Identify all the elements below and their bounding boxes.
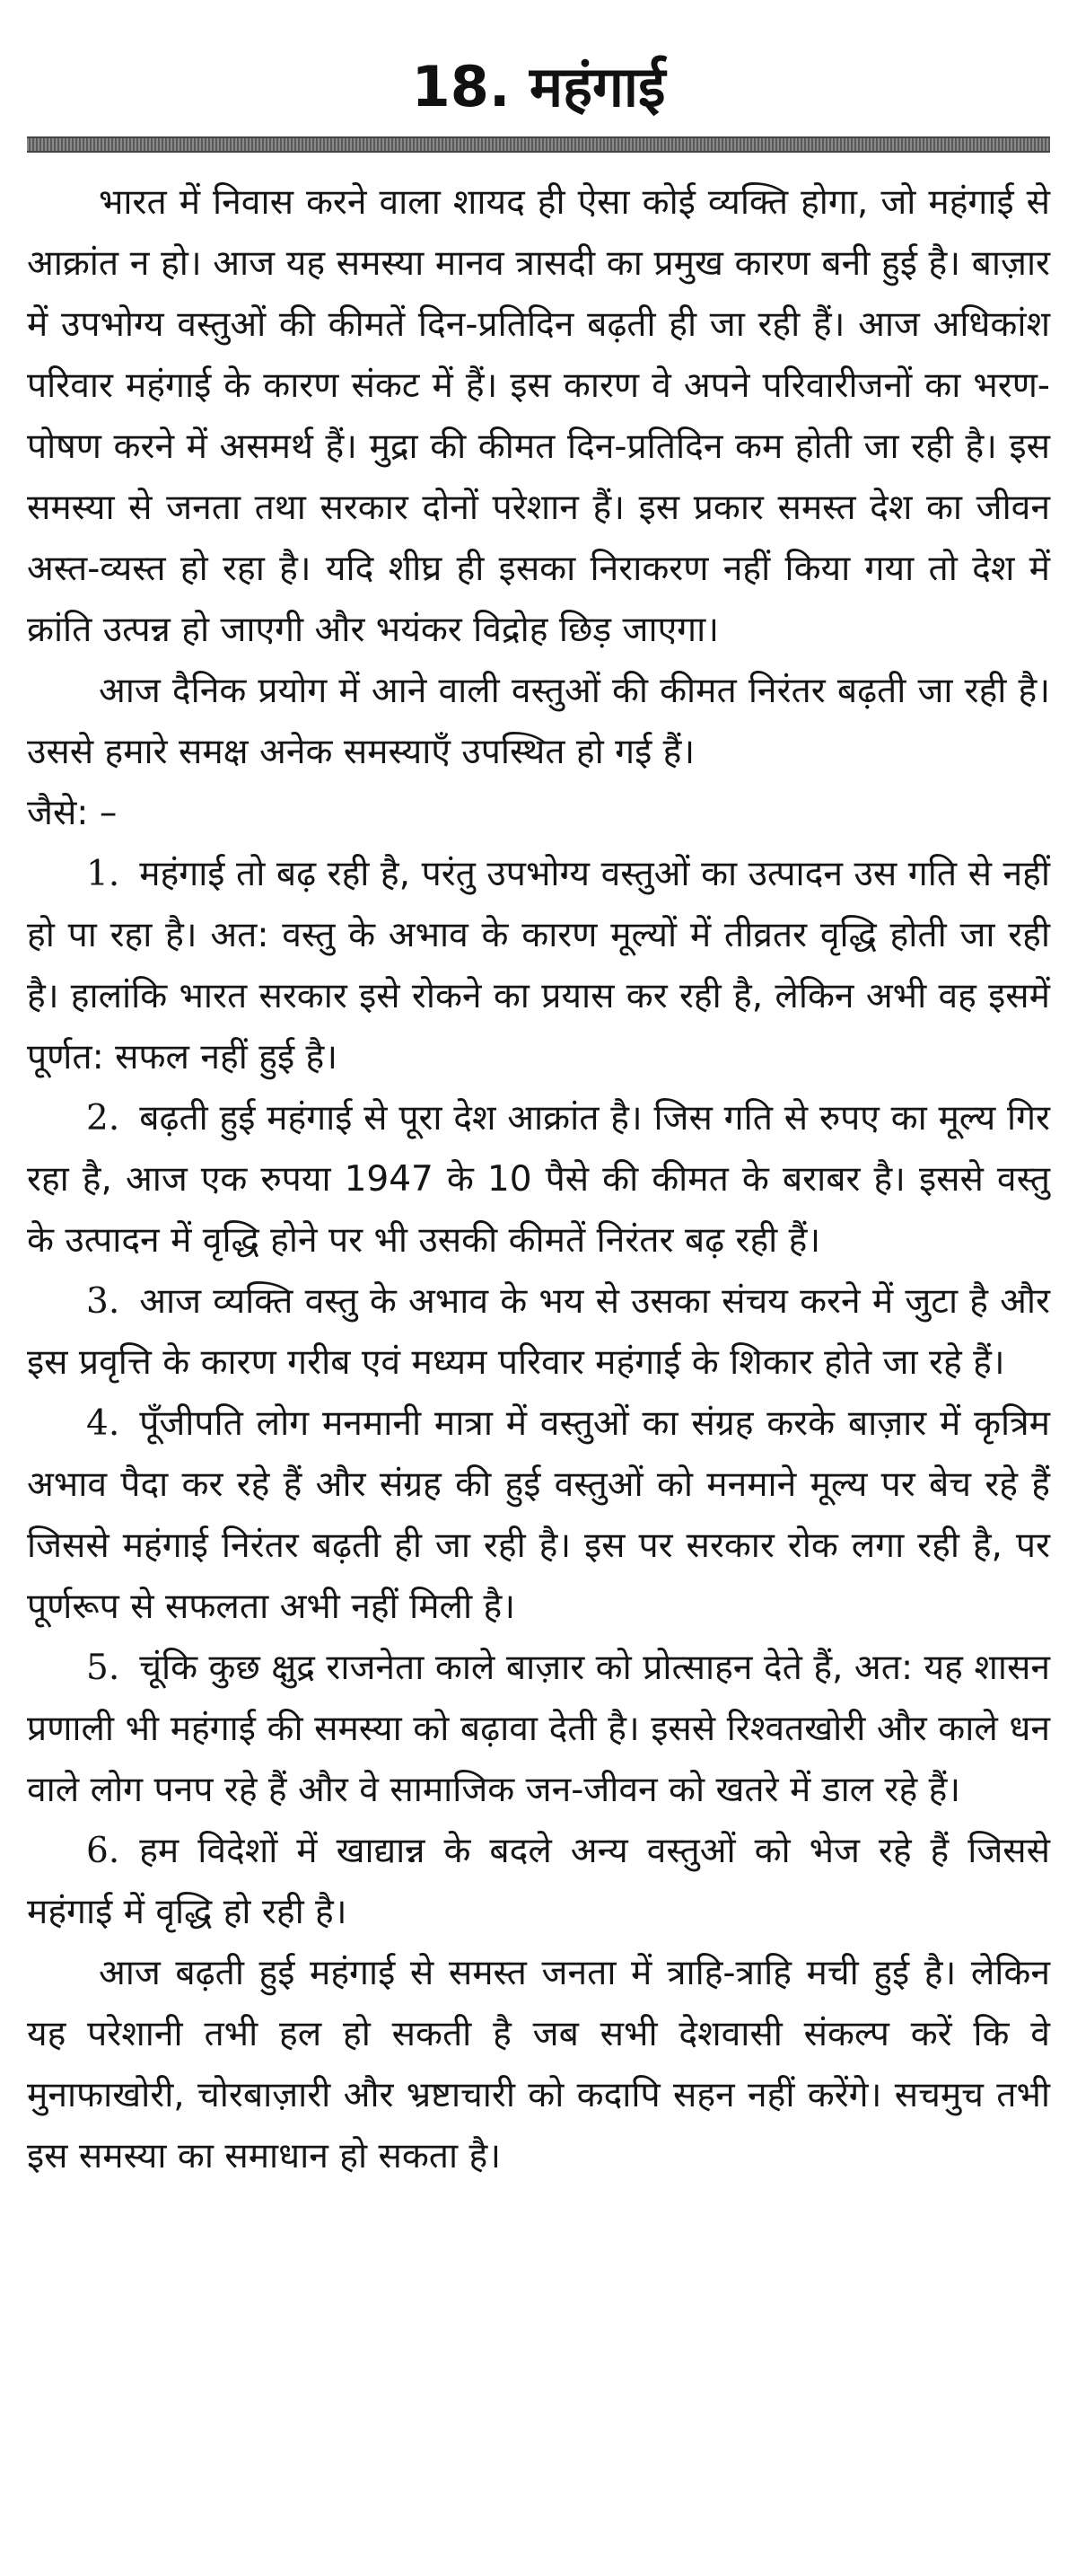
list-item: [27, 1394, 1050, 1638]
essay-body: [27, 172, 1050, 2187]
list-item-text: महंगाई तो बढ़ रही है, परंतु उपभोग्य वस्तुओं का उत्पादन उस गति से नहीं हो पा रहा है। अत: वस्तु के अभाव के कारण मूल्यों में तीव्रतर वृद्धि होती जा रही है। हालांकि भारत सरकार इसे रोकने का प्रयास कर रही है, लेकिन अभी वह इसमें पूर्णत: सफल नहीं हुई है।: [27, 854, 1050, 1077]
list-item-text: हम विदेशों में खाद्यान्न के बदले अन्य वस्तुओं को भेज रहे हैं जिससे महंगाई में वृद्धि हो रही है।: [27, 1831, 1050, 1932]
list-item-number: 5.: [86, 1648, 120, 1688]
intro-paragraph: भारत में निवास करने वाला शायद ही ऐसा कोई व्यक्ति होगा, जो महंगाई से आक्रांत न हो। आज यह समस्या मानव त्रासदी का प्रमुख कारण बनी हुई है। बाज़ार में उपभोग्य वस्तुओं की कीमतें दिन-प्रतिदिन बढ़ती ही जा रही हैं। आज अधिकांश परिवार महंगाई के कारण संकट में हैं। इस कारण वे अपने परिवारीजनों का भरण-पोषण करने में असमर्थ हैं। मुद्रा की कीमत दिन-प्रतिदिन कम होती जा रही है। इस समस्या से जनता तथा सरकार दोनों परेशान हैं। इस प्रकार समस्त देश का जीवन अस्त-व्यस्त हो रहा है। यदि शीघ्र ही इसका निराकरण नहीं किया गया तो देश में क्रांति उत्पन्न हो जाएगी और भयंकर विद्रोह छिड़ जाएगा।: [27, 182, 1050, 650]
examples-lead: जैसे: –: [27, 793, 118, 833]
list-item-text: आज व्यक्ति वस्तु के अभाव के भय से उसका संचय करने में जुटा है और इस प्रवृत्ति के कारण गरीब एवं मध्यम परिवार महंगाई के शिकार होते जा रहे हैं।: [27, 1281, 1050, 1383]
list-item-number: 2.: [86, 1098, 120, 1139]
page-title: 18. महंगाई: [411, 54, 666, 119]
list-item: [27, 1271, 1050, 1394]
list-item-number: 3.: [86, 1281, 120, 1322]
list-item: [27, 1821, 1050, 1943]
list-item: [27, 1638, 1050, 1821]
list-item-number: 6.: [86, 1831, 120, 1871]
list-item-text: चूंकि कुछ क्षुद्र राजनेता काले बाज़ार को प्रोत्साहन देते हैं, अत: यह शासन प्रणाली भी महंगाई की समस्या को बढ़ावा देती है। इससे रिश्वतखोरी और काले धन वाले लोग पनप रहे हैं और वे सामाजिक जन-जीवन को खतरे में डाल रहे हैं।: [27, 1648, 1050, 1810]
list-item: [27, 1088, 1050, 1271]
list-item-text: बढ़ती हुई महंगाई से पूरा देश आक्रांत है। जिस गति से रुपए का मूल्य गिर रहा है, आज एक रुपया 1947 के 10 पैसे की कीमत के बराबर है। इससे वस्तु के उत्पादन में वृद्धि होने पर भी उसकी कीमतें निरंतर बढ़ रही हैं।: [27, 1098, 1050, 1261]
list-item: [27, 844, 1050, 1088]
second-paragraph: आज दैनिक प्रयोग में आने वाली वस्तुओं की कीमत निरंतर बढ़ती जा रही है। उससे हमारे समक्ष अनेक समस्याएँ उपस्थित हो गई हैं।: [27, 671, 1050, 772]
list-item-number: 4.: [86, 1403, 120, 1444]
list-item-number: 1.: [86, 854, 120, 894]
list-item-text: पूँजीपति लोग मनमानी मात्रा में वस्तुओं का संग्रह करके बाज़ार में कृत्रिम अभाव पैदा कर रहे हैं और संग्रह की हुई वस्तुओं को मनमाने मूल्य पर बेच रहे हैं जिससे महंगाई निरंतर बढ़ती ही जा रही है। इस पर सरकार रोक लगा रही है, पर पूर्णरूप से सफलता अभी नहीं मिली है।: [27, 1403, 1050, 1627]
title-divider: [27, 136, 1050, 153]
conclusion-paragraph: आज बढ़ती हुई महंगाई से समस्त जनता में त्राहि-त्राहि मची हुई है। लेकिन यह परेशानी तभी हल हो सकती है जब सभी देशवासी संकल्प करें कि वे मुनाफाखोरी, चोरबाज़ारी और भ्रष्टाचारी को कदापि सहन नहीं करेंगे। सचमुच तभी इस समस्या का समाधान हो सकता है।: [27, 1953, 1050, 2176]
